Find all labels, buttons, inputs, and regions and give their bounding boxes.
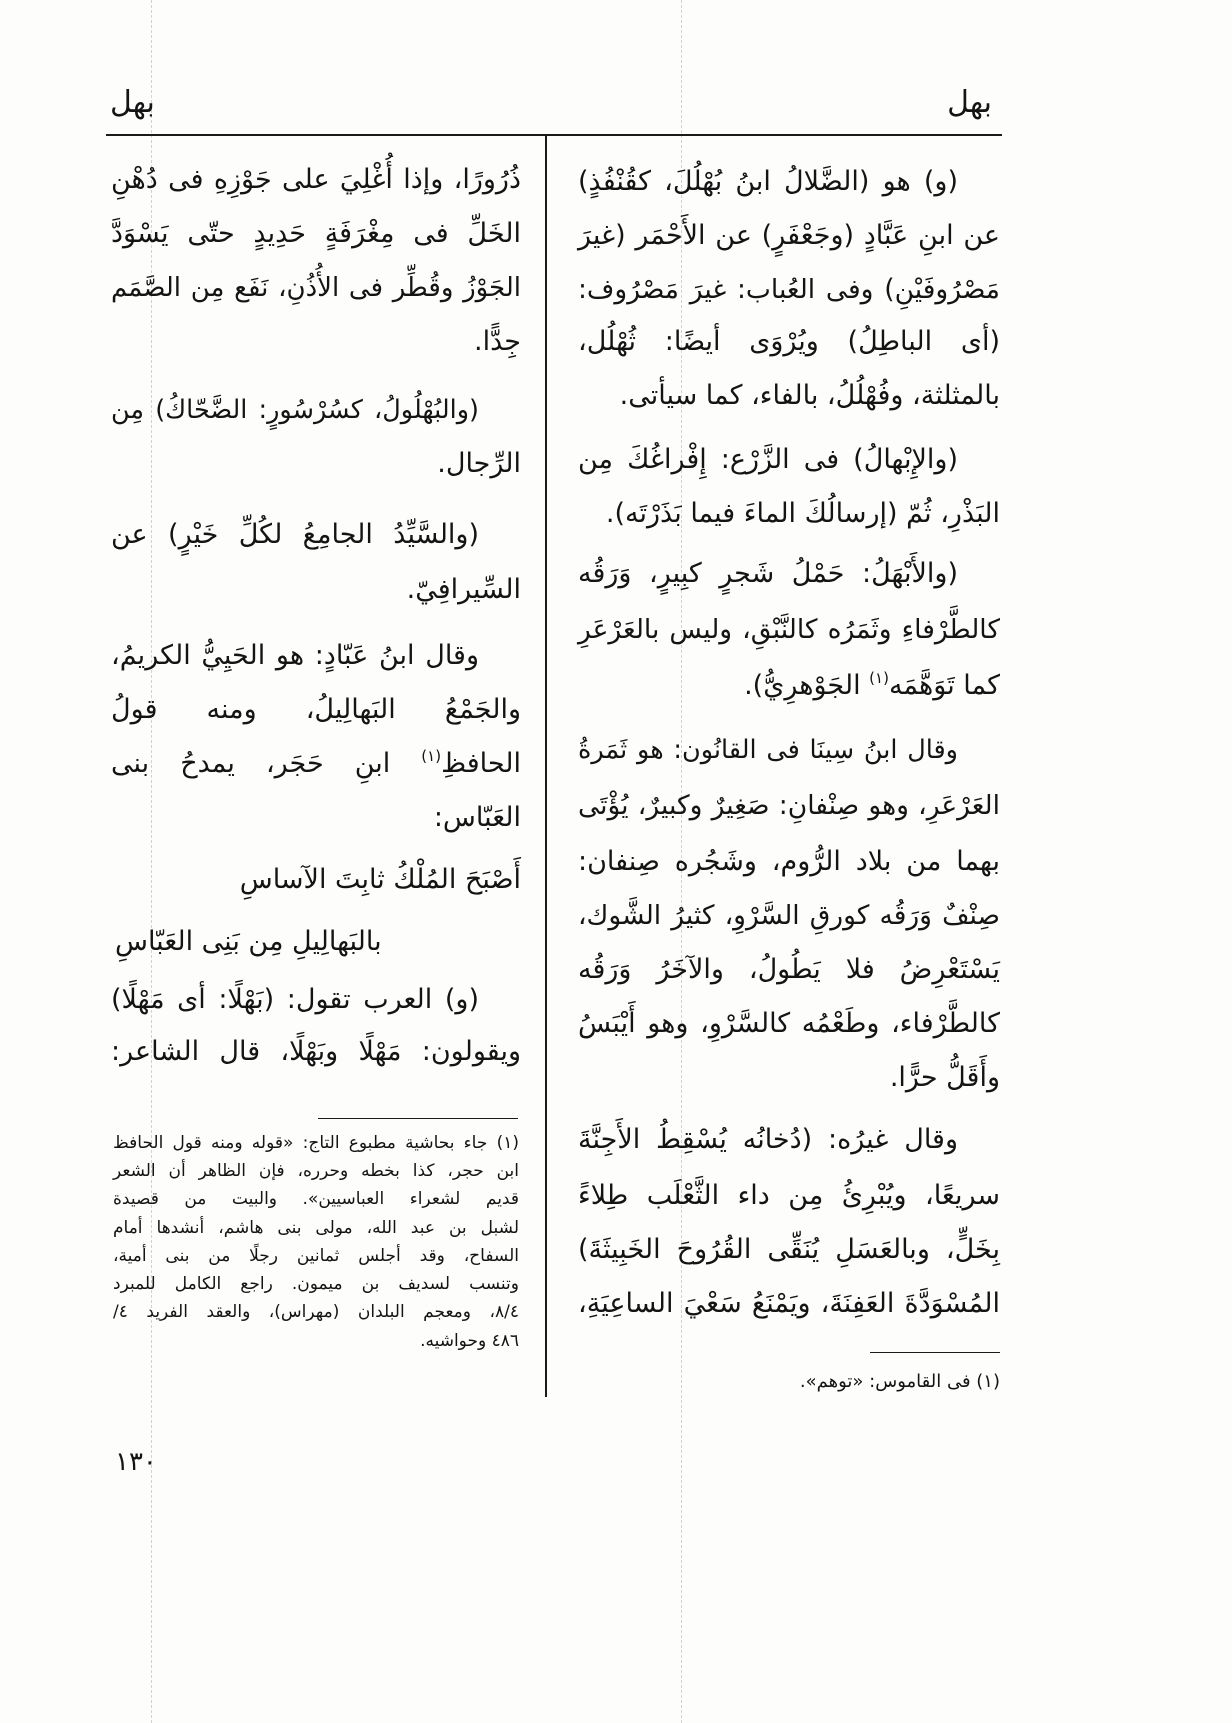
text-segment: الجَوْهرِيُّ).: [744, 670, 870, 701]
text-line: [578, 661, 1000, 711]
text-line: ذُرُورًا، وإذا أُغْلِيَ على جَوْزِهِ فى دُهْنِ: [111, 164, 521, 195]
text-line: والجَمْعُ البَهالِيلُ، ومنه قولُ: [111, 694, 521, 725]
footnote-line: ٨/٤، ومعجم البلدان (مهراس)، والعقد الفريد ٤/: [113, 1302, 519, 1322]
text-line: (والإِبْهالُ) فى الزَّرْع: إِفْراغُكَ مِن: [578, 444, 958, 475]
footnote-rule-left: [318, 1118, 518, 1119]
footnote-rule-right: [870, 1352, 1000, 1353]
text-line: بالمثلثة، وفُهْلُلُ، بالفاء، كما سيأتى.: [619, 380, 1000, 411]
text-line: يَسْتَعْرِضُ فلا يَطُولُ، والآخَرُ وَرَقُه: [578, 954, 1000, 985]
text-segment: كما تَوَهَّمَه: [888, 670, 1000, 701]
footnote-line: (١) جاء بحاشية مطبوع التاج: «قوله ومنه قول الحافظ: [113, 1133, 519, 1153]
column-divider: [545, 135, 547, 1397]
footnote-line: وتنسب لسديف بن ميمون. راجع الكامل للمبرد: [113, 1274, 519, 1294]
footnote-line: ٤٨٦ وحواشيه.: [420, 1331, 519, 1351]
text-line: المُسْوَدَّةَ العَفِنَةَ، ويَمْنَعُ سَعْيَ الساعِيَةِ،: [578, 1288, 1000, 1319]
text-line: (والبُهْلُولُ، كسُرْسُورٍ: الضَّحّاكُ) مِن: [111, 395, 479, 425]
text-line: الخَلِّ فى مِغْرَفَةٍ حَدِيدٍ حتّى يَسْوَدَّ: [111, 218, 521, 249]
footnote-marker: (١): [869, 669, 889, 687]
text-line: كالطَّرْفاء، وطَعْمُه كالسَّرْوِ، وهو أَيْبَسُ: [578, 1008, 1000, 1039]
text-line: كالطَّرْفاءِ وثَمَرُه كالنَّبْقِ، وليس بالعَرْعَرِ: [578, 614, 1000, 645]
text-segment: الحافظِ: [441, 748, 521, 779]
text-line: سريعًا، ويُبْرِئُ مِن داء الثَّعْلَب طِلاءً: [578, 1180, 1000, 1211]
text-line: مَصْرُوفَيْنِ) وفى العُباب: غيرَ مَصْرُوف:: [578, 274, 1000, 305]
footnote-line: (١) فى القاموس: «توهم».: [799, 1371, 1000, 1392]
text-line: السِّيرافِيّ.: [406, 574, 521, 605]
verse-hemistich-second: بالبَهالِيلِ مِن بَنِى العَبّاسِ: [115, 926, 382, 957]
footnote-marker: (١): [421, 747, 442, 765]
text-line: وأَقَلُّ حرًّا.: [889, 1062, 1000, 1093]
text-line: العَبّاس:: [433, 802, 521, 833]
text-line: (و) العرب تقول: (بَهْلًا: أى مَهْلًا): [111, 984, 479, 1015]
running-head-left: بهل: [110, 85, 155, 120]
text-line: (أى الباطِلُ) ويُرْوَى أيضًا: ثُهْلُل،: [578, 326, 1000, 357]
header-rule: [106, 134, 1002, 136]
verse-hemistich-first: أَصْبَحَ المُلْكُ ثابِتَ الآساسِ: [239, 864, 521, 895]
page-number: ١٣٠: [115, 1447, 157, 1477]
text-line: بِخَلٍّ، وبالعَسَلِ يُنَقِّى القُرُوحَ الخَبِيثَةَ): [578, 1234, 1000, 1265]
text-line: وقال ابنُ عَبّادٍ: هو الحَيِيُّ الكريمُ،: [111, 640, 479, 671]
footnote-line: ابن حجر، كذا بخطه وحرره، فإن الظاهر أن الشعر: [113, 1161, 519, 1181]
text-line: بهما من بلاد الرُّوم، وشَجُره صِنفان:: [578, 846, 1000, 877]
running-head-right: بهل: [947, 85, 992, 120]
text-line: (والسَّيِّدُ الجامِعُ لكُلِّ خَيْرٍ) عن: [111, 519, 479, 550]
text-line: عن ابنِ عَبَّادٍ (وجَعْفَرٍ) عن الأَحْمَر (غيرَ: [578, 220, 1000, 251]
footnote-line: السفاح، وقد أجلس ثمانين رجلًا من بنى أمية،: [113, 1246, 519, 1266]
text-line: الجَوْزُ وقُطِّر فى الأُذُنِ، نَفَع مِن الصَّمَم: [111, 273, 521, 303]
text-line: البَذْرِ، ثُمّ (إرسالُكَ الماءَ فيما بَذَرْتَه).: [605, 498, 1000, 529]
footnote-line: لشبل بن عبد الله، مولى بنى هاشم، أنشدها أمام: [113, 1218, 519, 1238]
footnote-line: قديم لشعراء العباسيين». والبيت من قصيدة: [113, 1189, 519, 1209]
text-line: وقال غيرُه: (دُخانُه يُسْقِطُ الأَجِنَّةَ: [578, 1124, 958, 1155]
text-line: ويقولون: مَهْلًا وبَهْلًا، قال الشاعر:: [111, 1036, 521, 1067]
text-line: (والأَبْهَلُ: حَمْلُ شَجرٍ كبِيرٍ، وَرَقُه: [578, 558, 958, 589]
text-segment: ابنِ حَجَر، يمدحُ بنى: [111, 748, 422, 779]
text-line: [111, 739, 521, 789]
text-line: العَرْعَرِ، وهو صِنْفانِ: صَغِيرٌ وكبيرٌ، يُؤْتَى: [578, 790, 1000, 821]
text-line: (و) هو (الضَّلالُ ابنُ بُهْلُلَ، كقُنْفُذٍ): [578, 166, 958, 197]
text-line: وقال ابنُ سِينَا فى القانُون: هو ثَمَرةُ: [578, 735, 958, 765]
text-line: جِدًّا.: [474, 326, 521, 357]
text-line: صِنْفٌ وَرَقُه كورقِ السَّرْوِ، كثيرُ الشَّوك،: [578, 900, 1000, 931]
text-line: الرِّجال.: [437, 448, 521, 479]
